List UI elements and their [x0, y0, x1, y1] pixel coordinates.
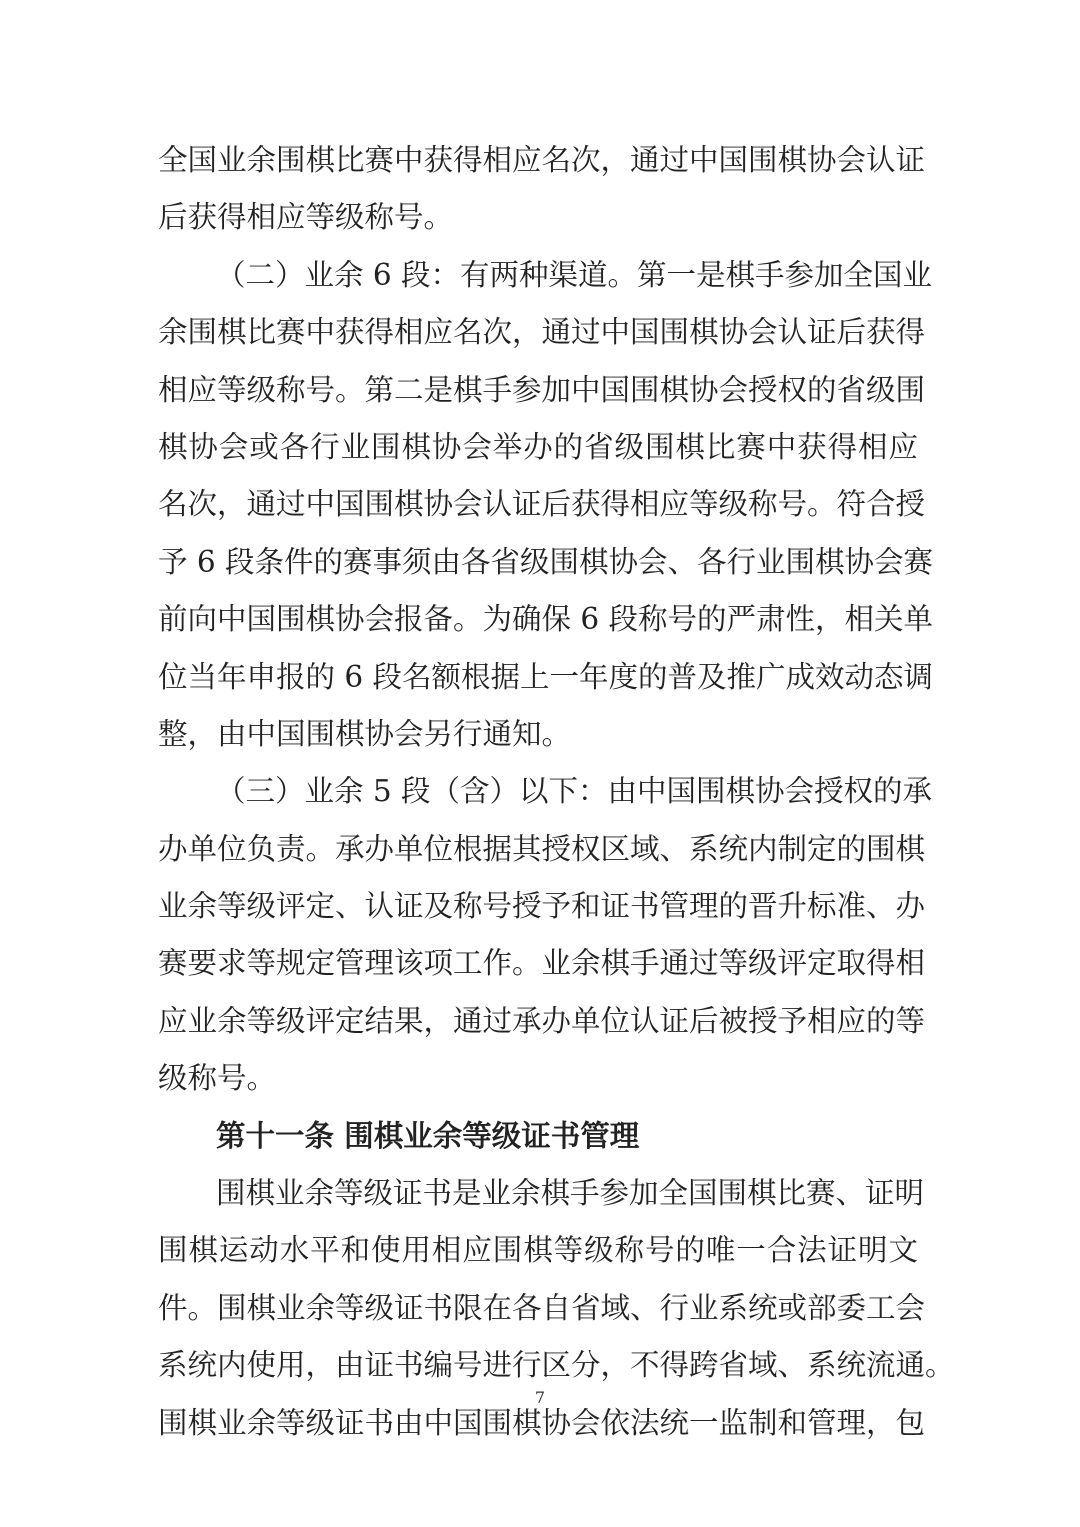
text-line: 级称号。 — [158, 1061, 277, 1096]
text-line: 围棋运动水平和使用相应围棋等级称号的唯一合法证明文 — [158, 1233, 918, 1268]
text-line: 件。围棋业余等级证书限在各自省域、行业系统或部委工会 — [158, 1290, 926, 1325]
text-line: 系统内使用，由证书编号进行区分，不得跨省域、系统流通。 — [158, 1348, 955, 1383]
text-line: 相应等级称号。第二是棋手参加中国围棋协会授权的省级围 — [158, 372, 926, 407]
text-line: 后获得相应等级称号。 — [158, 200, 454, 235]
text-line: （二）业余 6 段：有两种渠道。第一是棋手参加全国业 — [216, 257, 933, 292]
text-line: 整，由中国围棋协会另行通知。 — [158, 716, 572, 751]
text-line: 全国业余围棋比赛中获得相应名次，通过中国围棋协会认证 — [158, 143, 926, 177]
text-line: 围棋业余等级证书由中国围棋协会依法统一监制和管理，包 — [158, 1405, 926, 1440]
text-line: 赛要求等规定管理该项工作。业余棋手通过等级评定取得相 — [158, 946, 926, 981]
text-line: 予 6 段条件的赛事须由各省级围棋协会、各行业围棋协会赛 — [158, 544, 934, 579]
text-line: 名次，通过中国围棋协会认证后获得相应等级称号。符合授 — [158, 487, 926, 522]
text-line: 业余等级评定、认证及称号授予和证书管理的晋升标准、办 — [158, 889, 926, 924]
page-number: 7 — [534, 1388, 546, 1407]
text-line: 围棋业余等级证书是业余棋手参加全国围棋比赛、证明 — [216, 1176, 925, 1211]
text-line: 应业余等级评定结果，通过承办单位认证后被授予相应的等 — [158, 1003, 926, 1038]
text-line: 棋协会或各行业围棋协会举办的省级围棋比赛中获得相应 — [158, 429, 918, 464]
text-line: 前向中国围棋协会报备。为确保 6 段称号的严肃性，相关单 — [158, 602, 934, 637]
section-heading: 第十一条 围棋业余等级证书管理 — [216, 1118, 640, 1153]
text-line: 余围棋比赛中获得相应名次，通过中国围棋协会认证后获得 — [158, 315, 926, 350]
document-body — [158, 132, 955, 1452]
text-line: （三）业余 5 段（含）以下：由中国围棋协会授权的承 — [216, 774, 933, 809]
text-line: 办单位负责。承办单位根据其授权区域、系统内制定的围棋 — [158, 831, 926, 866]
text-line: 位当年申报的 6 段名额根据上一年度的普及推广成效动态调 — [158, 659, 934, 694]
